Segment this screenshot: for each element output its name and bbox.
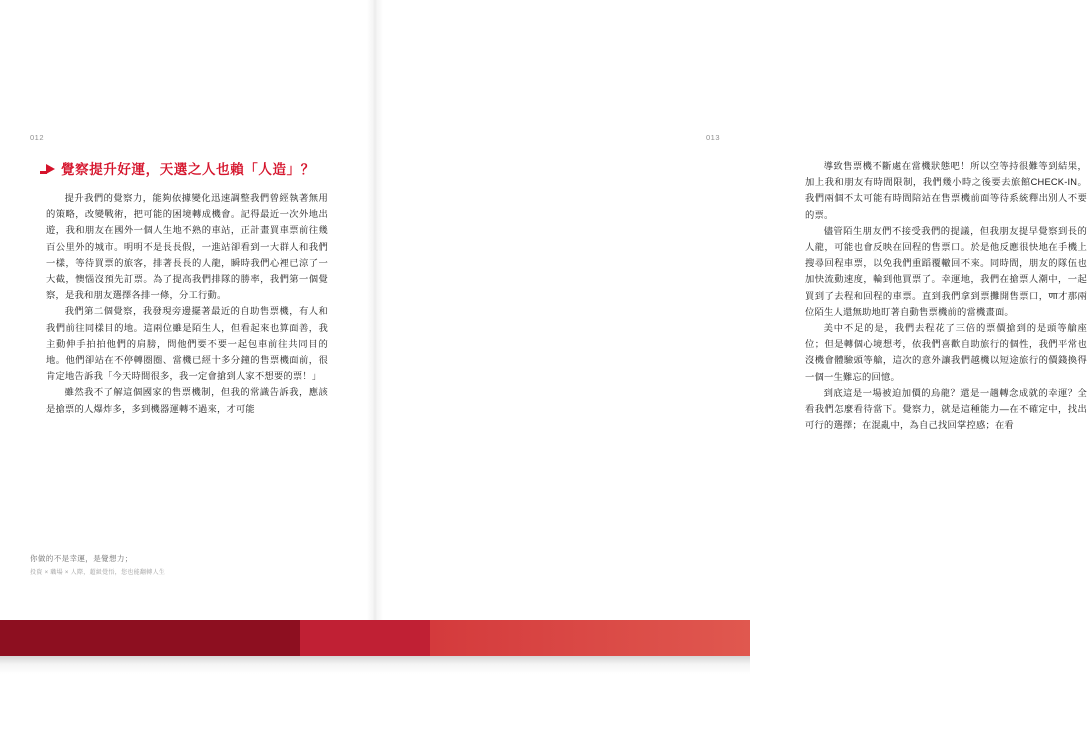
paragraph: 導致售票機不斷處在當機狀態吧！所以空等持很難等到結果，加上我和朋友有時間限制，我們幾小時之後要去旅館CHECK-IN。我們兩個不太可能有時間陪站在售票機前面等待系統釋出別人不要的票。 bbox=[805, 161, 1087, 220]
paragraph: 美中不足的是，我們去程花了三倍的票價搶到的是頭等艙座位；但是轉個心境想考，依我們喜歡自助旅行的個性，我們平常也沒機會體驗頭等艙，這次的意外讓我們越機以短途旅行的價錢換得一個一生難忘的回憶。 bbox=[805, 323, 1087, 382]
band-segment-mid bbox=[300, 620, 430, 656]
running-footer-title: 你做的不是幸運，是覺想力； bbox=[30, 554, 133, 563]
paragraph: 提升我們的覺察力，能夠依據變化迅速調整我們曾經執著無用的策略，改變戰術，把可能的困境轉成機會。記得最近一次外地出遊，我和朋友在國外一個人生地不熟的車站，正計畫買車票前往幾百公里外的城市。明明不是長長假，一進站卻看到一大群人和我們一樣，等待買票的旅客，排著長長的人龍，瞬時我們心裡已涼了一大截，懊惱沒預先訂票。為了提高我們排隊的勝率，我們第一個覺察，是我和朋友選擇各排一條，分工行動。 bbox=[46, 193, 328, 301]
running-footer bbox=[30, 553, 330, 576]
book-drop-shadow bbox=[0, 656, 750, 674]
section-heading bbox=[46, 158, 315, 178]
paragraph: 雖然我不了解這個國家的售票機制，但我的常識告訴我，應該是搶票的人爆炸多，多到機器運轉不過來，才可能 bbox=[46, 387, 328, 414]
right-page bbox=[375, 0, 1087, 620]
paragraph: 到底這是一場被迫加價的烏龍？還是一趟轉念成就的幸運？全看我們怎麼看待當下。覺察力，就是這種能力—在不確定中，找出可行的選擇；在混亂中，為自己找回掌控感；在看 bbox=[805, 387, 1087, 431]
left-body-column bbox=[46, 190, 328, 417]
section-heading-text: 覺察提升好運，天選之人也賴「人造」？ bbox=[61, 162, 315, 177]
left-page bbox=[0, 0, 375, 620]
band-segment-light bbox=[430, 620, 750, 656]
book-cover-band bbox=[0, 620, 750, 656]
band-segment-dark bbox=[0, 620, 300, 656]
right-body-column bbox=[805, 158, 1087, 433]
paragraph: 儘管陌生朋友們不接受我們的提議，但我朋友提早覺察到長的人龍，可能也會反映在回程的售票口。於是他反應很快地在手機上搜尋回程車票，以免我們重蹈覆轍回不來。同時間，朋友的隊伍也加快流動速度，輪到他買票了。幸運地，我們在搶票人潮中，一起買到了去程和回程的車票。直到我們拿到票攤開售票口，णा才那兩位陌生人還無助地盯著自動售票機前的當機畫面。 bbox=[805, 225, 1087, 317]
paragraph: 我們第二個覺察，我發現旁邊擺著最近的自助售票機，有人和我們前往同樣目的地。這兩位雖是陌生人，但看起來也算面善，我主動伸手拍拍他們的肩膀，問他們要不要一起包車前往共同目的地。他們卻站在不停轉圈圈、當機已經十多分鐘的售票機面前，很肯定地告訴我「今天時間很多，我一定會搶到人家不想要的票！」 bbox=[46, 306, 328, 382]
running-footer-subtitle: 投資 × 職場 × 人際，超級覺悟，您也能翻轉人生 bbox=[30, 570, 166, 576]
page-number-left: 012 bbox=[30, 133, 45, 142]
page-number-right: 013 bbox=[705, 133, 720, 142]
triangle-bullet-icon bbox=[46, 164, 55, 174]
